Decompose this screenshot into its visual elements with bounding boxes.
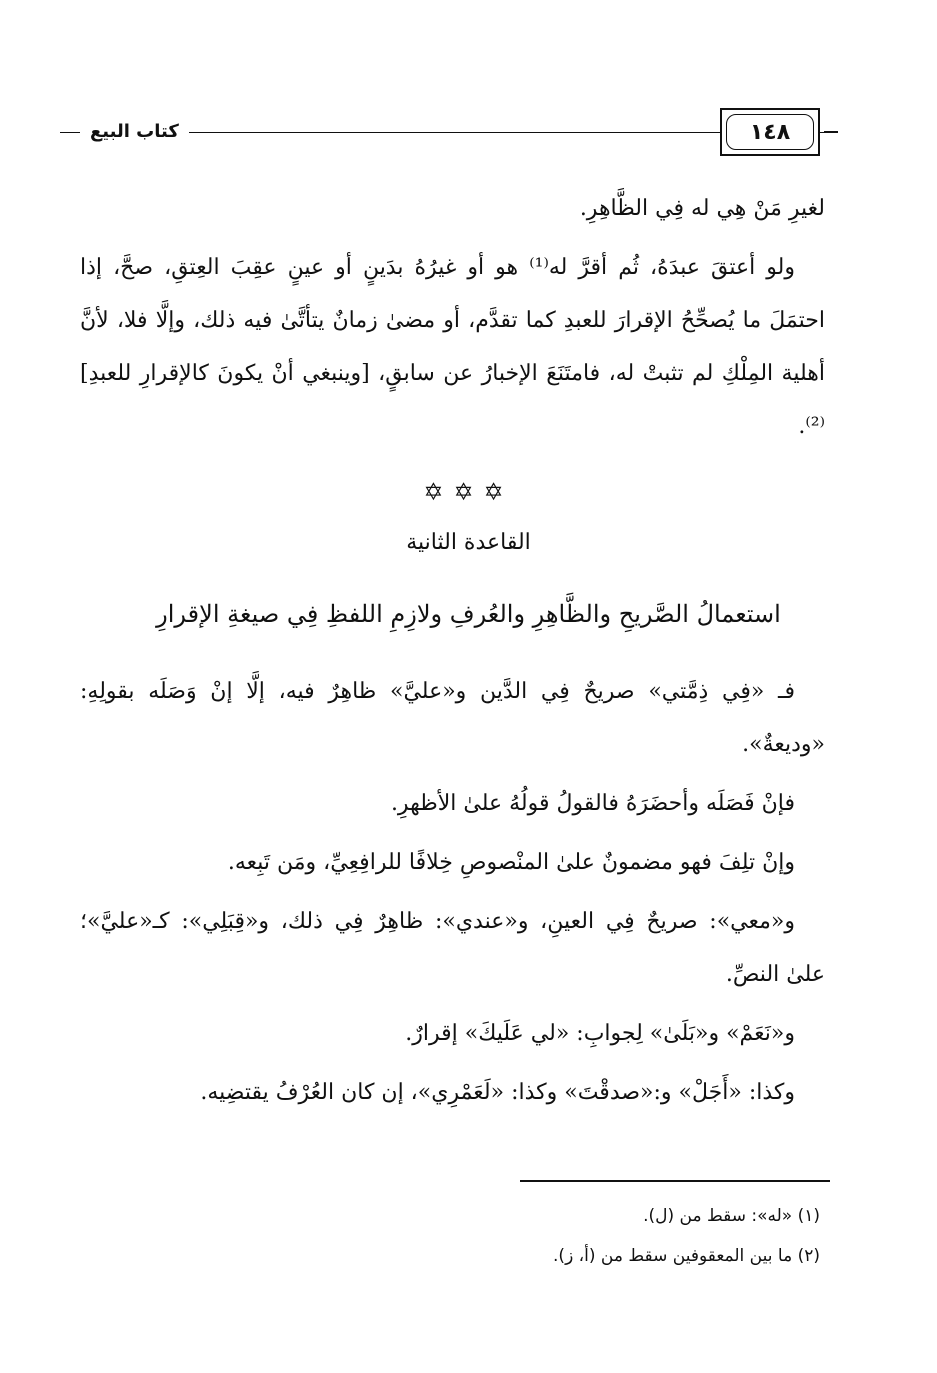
page-header [60,104,830,164]
paragraph-2: ولو أعتقَ عبدَهُ، ثُم أقرَّ له⁽¹⁾ هو أو غيرُهُ بدَينٍ أو عينٍ عقِبَ العِتقِ، صحَّ، إذا احتمَلَ ما يُصحِّحُ الإقرارَ للعبدِ كما تقدَّم، أو مضىٰ زمانٌ يتأتَّىٰ فيه ذلك، وإلَّا فلا، لأنَّ أهلية المِلْكِ لم تثبتْ له، فامتَنَعَ الإخبارُ عن سابقٍ، [وينبغي أنْ يكونَ كالإقرارِ للعبدِ]⁽²⁾. [80,255,825,439]
book-title: كتاب البيع [80,116,189,148]
page-number: ١٤٨ [726,114,814,150]
paragraph-4: فإنْ فَصَلَه وأحضَرَهُ فالقولُ قولُهُ علىٰ الأظهرِ. [390,791,795,816]
paragraph-8: وكذا: «أَجَلْ» و:«صدقْتَ» وكذا: «لَعَمْرِي»، إن كان العُرْفُ يقتضِيه. [200,1080,795,1105]
paragraph-7: و«نَعَمْ» و«بَلَىٰ» لِجوابِ: «لي عَلَيكَ» إقرارٌ. [405,1021,795,1046]
footnote-2: (٢) ما بين المعقوفين سقط من (أ، ز). [553,1246,820,1266]
footnote-separator [520,1180,830,1182]
page-number-box [720,108,820,156]
header-rule-tick [824,131,838,133]
paragraph-5: وإنْ تلِفَ فهو مضمونٌ علىٰ المنْصوصِ خِلافًا للرافِعِيِّ، ومَن تَبِعه. [227,850,795,875]
footnote-1: (١) «له»: سقط من (ل). [643,1206,820,1226]
footnotes [300,1196,820,1276]
section-title: القاعدة الثانية [406,530,531,555]
rule-heading: استعمالُ الصَّريحِ والظَّاهِرِ والعُرفِ ولازِمِ اللفظِ فِي صيغةِ الإقرارِ [156,600,781,628]
ornament-stars: ✡✡✡ [423,478,514,506]
rule-text [80,665,825,1119]
paragraph-1: لغيرِ مَنْ هِي له فِي الظَّاهِرِ. [579,196,825,221]
paragraph-6: و«معي»: صريحٌ فِي العينِ، و«عندي»: ظاهِرٌ فِي ذلك، و«قِبَلِي»: كـ«عليَّ»؛ علىٰ النصِّ. [80,909,825,987]
opening-text [80,182,825,453]
paragraph-3: فـ «فِي ذِمَّتي» صريحٌ فِي الدَّين و«عليَّ» ظاهِرٌ فيه، إلَّا إنْ وَصَلَه بقولِهِ: «وديعةٌ». [80,679,825,757]
